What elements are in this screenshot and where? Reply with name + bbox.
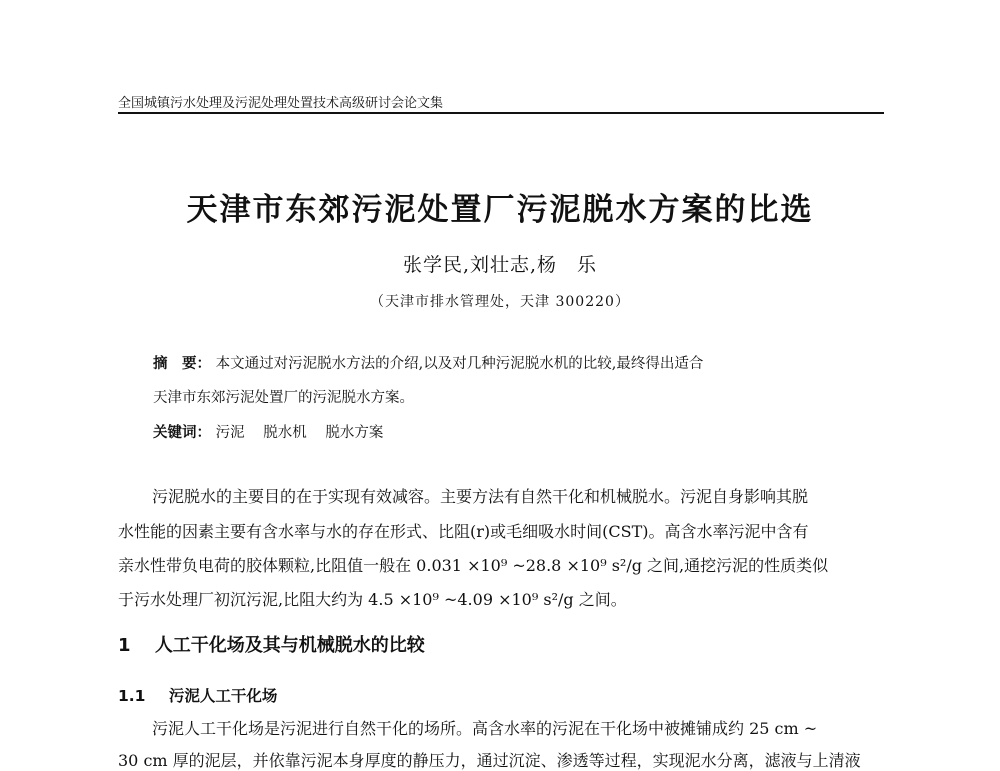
section-number: 1 (118, 635, 131, 656)
keywords-label: 关键词： (153, 425, 211, 441)
abstract-text-1: 本文通过对污泥脱水方法的介绍,以及对几种污泥脱水机的比较,最终得出适合 (215, 356, 704, 372)
subsection-title: 污泥人工干化场 (168, 687, 278, 705)
intro-paragraph-line: 污泥脱水的主要目的在于实现有效减容。主要方法有自然干化和机械脱水。污泥自身影响其脱 (152, 487, 809, 506)
intro-paragraph-line: 于污水处理厂初沉污泥,比阻大约为 4.5 ×10⁹ ~4.09 ×10⁹ s²/g 之间。 (118, 590, 627, 609)
abstract-line-1 (153, 352, 703, 373)
section-title: 人工干化场及其与机械脱水的比较 (154, 635, 425, 656)
paper-authors: 张学民,刘壮志,杨 乐 (402, 254, 598, 276)
section-heading-1 (118, 631, 425, 657)
abstract-label: 摘 要： (153, 356, 211, 372)
subsection-paragraph-line-cutoff: 30 cm 厚的泥层，并依靠污泥本身厚度的静压力，通过沉淀、渗透等过程，实现泥水分离，滤液与上清液 (118, 751, 861, 770)
header-rule (118, 112, 884, 114)
keyword-term: 污泥 (215, 425, 245, 441)
keywords-line (153, 421, 397, 442)
intro-paragraph-line: 亲水性带负电荷的胶体颗粒,比阻值一般在 0.031 ×10⁹ ~28.8 ×10⁹ s²/g 之间,通挖污泥的性质类似 (118, 556, 829, 575)
subsection-number: 1.1 (118, 687, 146, 705)
running-header: 全国城镇污水处理及污泥处理处置技术高级研讨会论文集 (118, 96, 444, 111)
subsection-heading-1-1 (118, 684, 277, 706)
keyword-term: 脱水机 (263, 425, 307, 441)
keyword-term: 脱水方案 (325, 425, 384, 441)
paper-affiliation: （天津市排水管理处，天津 300220） (370, 294, 630, 310)
subsection-paragraph-line: 污泥人工干化场是污泥进行自然干化的场所。高含水率的污泥在干化场中被摊铺成约 25 cm ~ (152, 719, 818, 738)
abstract-line-2: 天津市东郊污泥处置厂的污泥脱水方案。 (153, 390, 414, 406)
intro-paragraph-line: 水性能的因素主要有含水率与水的存在形式、比阻(r)或毛细吸水时间(CST)。高含水率污泥中含有 (118, 522, 809, 541)
paper-title: 天津市东郊污泥处置厂污泥脱水方案的比选 (186, 192, 814, 228)
